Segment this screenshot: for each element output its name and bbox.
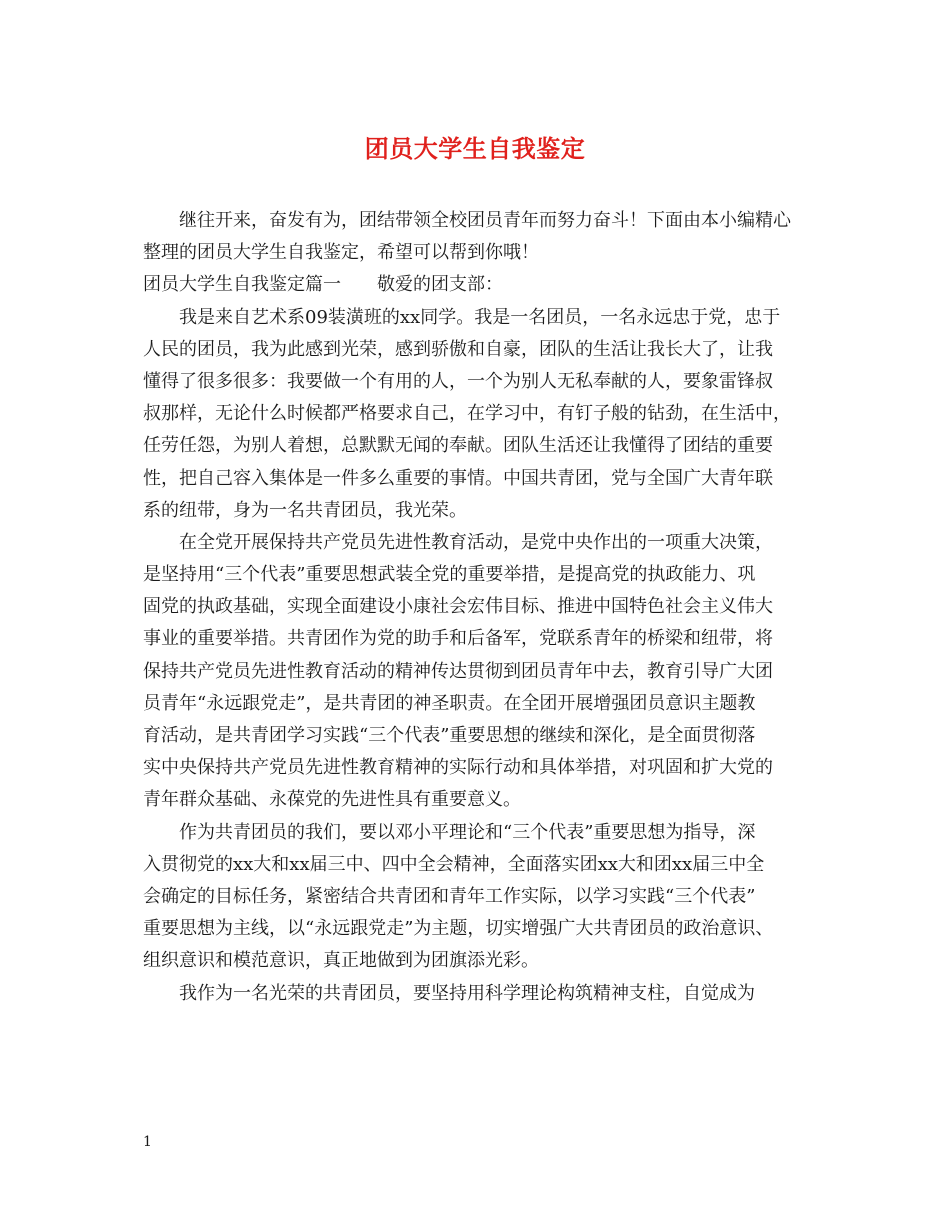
text-line: 我作为一名光荣的共青团员，要坚持用科学理论构筑精神支柱，自觉成为: [179, 982, 755, 1004]
document-title: 团员大学生自我鉴定: [364, 134, 586, 163]
page-number: 1: [143, 1134, 152, 1150]
text-line: 组织意识和模范意识，真正地做到为团旗添光彩。: [143, 950, 539, 972]
text-line: 性，把自己容入集体是一件多么重要的事情。中国共青团，党与全国广大青年联: [143, 467, 773, 489]
text-line: 懂得了很多很多：我要做一个有用的人，一个为别人无私奉献的人，要象雷锋叔: [143, 370, 773, 392]
text-line: 会确定的目标任务，紧密结合共青团和青年工作实际，以学习实践“三个代表”: [143, 885, 756, 907]
text-line: 作为共青团员的我们，要以邓小平理论和“三个代表”重要思想为指导，深: [179, 821, 756, 843]
text-line: 事业的重要举措。共青团作为党的助手和后备军，党联系青年的桥梁和纽带，将: [143, 628, 773, 650]
text-line: 人民的团员，我为此感到光荣，感到骄傲和自豪，团队的生活让我长大了，让我: [143, 338, 773, 360]
text-line: 青年群众基础、永葆党的先进性具有重要意义。: [143, 789, 521, 811]
text-line: 是坚持用“三个代表”重要思想武装全党的重要举措，是提高党的执政能力、巩: [143, 564, 756, 586]
text-line: 固党的执政基础，实现全面建设小康社会宏伟目标、推进中国特色社会主义伟大: [143, 596, 773, 618]
text-line: 我是来自艺术系09装潢班的xx同学。我是一名团员，一名永远忠于党，忠于: [179, 306, 781, 328]
text-line: 继往开来，奋发有为，团结带领全校团员青年而努力奋斗！下面由本小编精心: [179, 210, 791, 231]
text-line: 保持共产党员先进性教育活动的精神传达贯彻到团员青年中去，教育引导广大团: [143, 660, 773, 682]
text-line: 在全党开展保持共产党员先进性教育活动，是党中央作出的一项重大决策，: [179, 531, 773, 553]
text-line: 员青年“永远跟党走”，是共青团的神圣职责。在全团开展增强团员意识主题教: [143, 692, 756, 714]
text-line: 团员大学生自我鉴定篇一 敬爱的团支部：: [143, 274, 503, 296]
text-line: 育活动，是共青团学习实践“三个代表”重要思想的继续和深化，是全面贯彻落: [143, 725, 756, 746]
text-line: 叔那样，无论什么时候都严格要求自己，在学习中，有钉子般的钻劲，在生活中，: [143, 403, 791, 425]
text-line: 整理的团员大学生自我鉴定，希望可以帮到你哦！: [143, 242, 539, 264]
text-line: 重要思想为主线，以“永远跟党走”为主题，切实增强广大共青团员的政治意识、: [143, 918, 774, 940]
text-line: 系的纽带，身为一名共青团员，我光荣。: [143, 499, 467, 521]
document-body: [143, 205, 835, 1010]
text-line: 实中央保持共产党员先进性教育精神的实际行动和具体举措，对巩固和扩大党的: [143, 757, 773, 779]
text-line: 任劳任怨，为别人着想，总默默无闻的奉献。团队生活还让我懂得了团结的重要: [143, 435, 773, 457]
text-line: 入贯彻党的xx大和xx届三中、四中全会精神，全面落实团xx大和团xx届三中全: [143, 853, 765, 875]
